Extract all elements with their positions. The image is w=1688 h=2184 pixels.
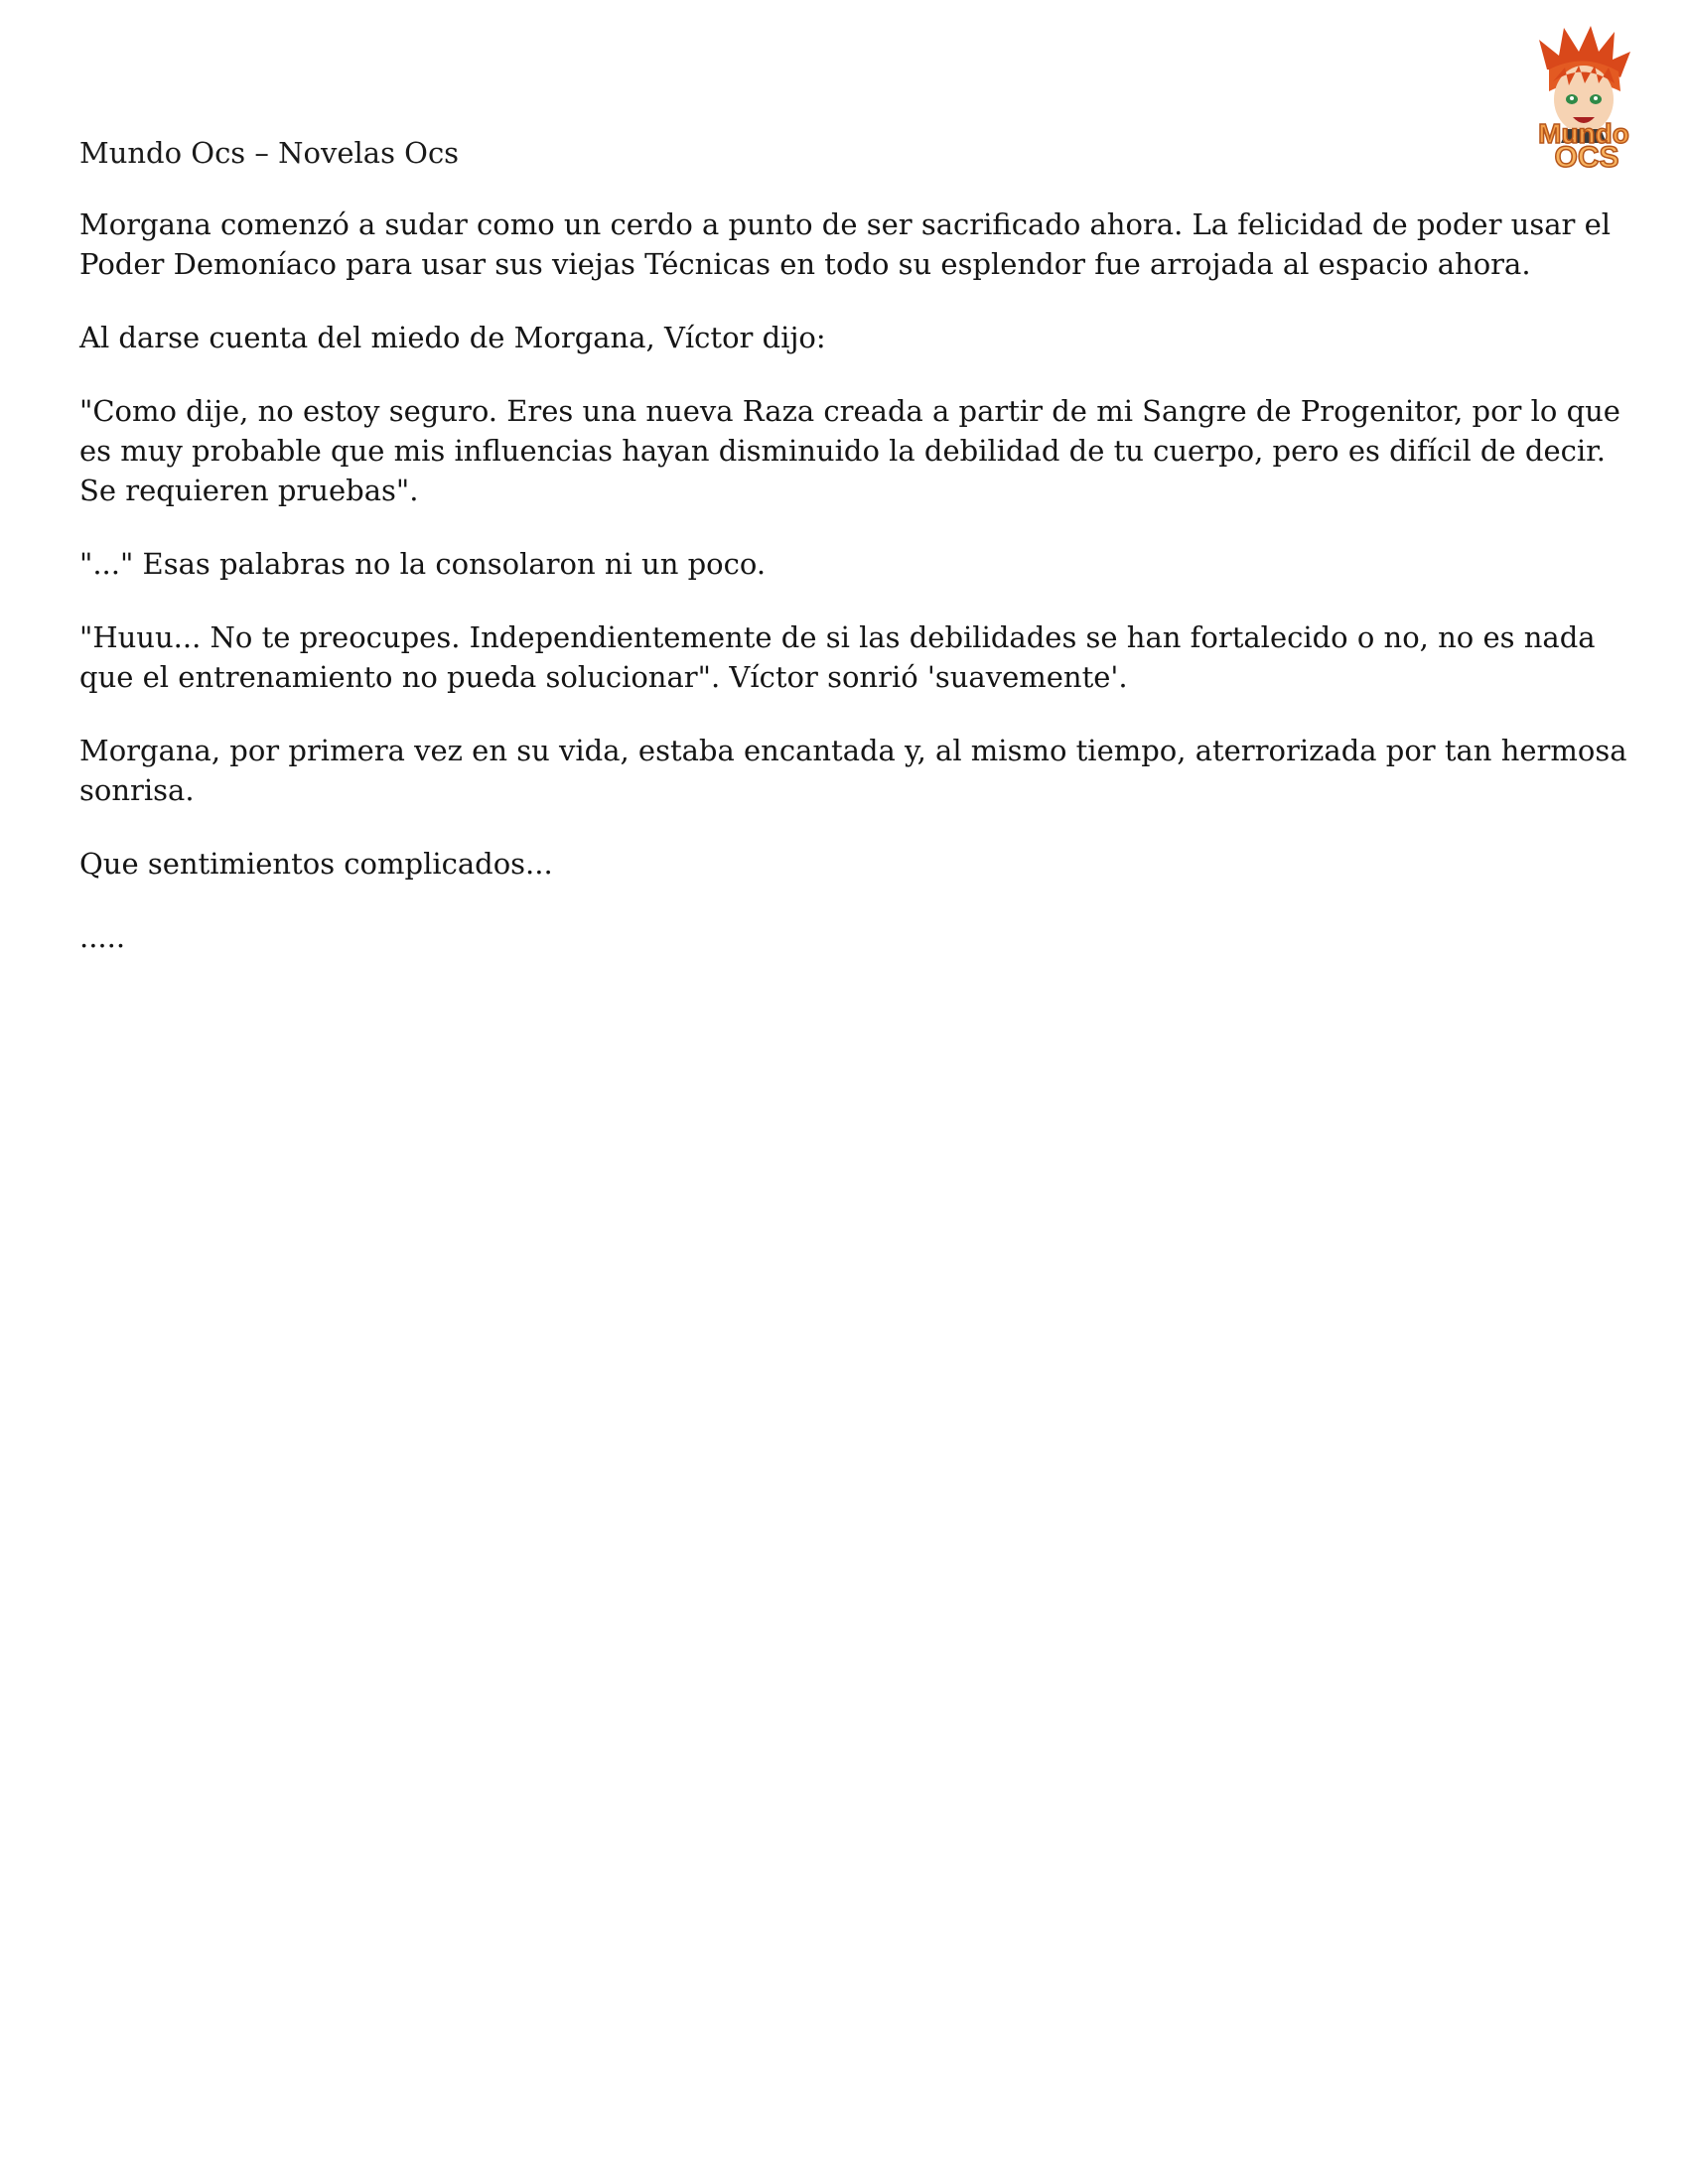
- logo-mascot-icon: [1509, 22, 1658, 171]
- paragraph: "Huuu... No te preocupes. Independientemente de si las debilidades se han fortalecido o no, no es nada que el entrenamiento no pueda solucionar". Víctor sonrió 'suavemente'.: [79, 620, 1596, 694]
- svg-text:OCS: OCS: [1554, 141, 1619, 171]
- paragraph: Morgana comenzó a sudar como un cerdo a punto de ser sacrificado ahora. La felicidad de poder usar el Poder Demoníaco para usar sus viejas Técnicas en todo su esplendor fue arrojada al espacio ahora.: [79, 207, 1612, 281]
- paragraph: Que sentimientos complicados...: [79, 847, 553, 881]
- paragraph: "Como dije, no estoy seguro. Eres una nueva Raza creada a partir de mi Sangre de Progenitor, por lo que es muy probable que mis influencias hayan disminuido la debilidad de tu cuerpo, pero es difícil de decir. Se requieren pruebas".: [79, 394, 1620, 507]
- svg-text:Mundo: Mundo: [1538, 118, 1629, 149]
- paragraph: Morgana, por primera vez en su vida, estaba encantada y, al mismo tiempo, aterrorizada por tan hermosa sonrisa.: [79, 734, 1627, 807]
- mundo-ocs-logo: [1509, 22, 1658, 171]
- document-header: Mundo Ocs – Novelas Ocs: [79, 136, 460, 170]
- document-body: [79, 205, 1628, 991]
- paragraph: Al darse cuenta del miedo de Morgana, Víctor dijo:: [79, 321, 826, 354]
- paragraph: .....: [79, 920, 126, 954]
- paragraph: "..." Esas palabras no la consolaron ni un poco.: [79, 547, 767, 581]
